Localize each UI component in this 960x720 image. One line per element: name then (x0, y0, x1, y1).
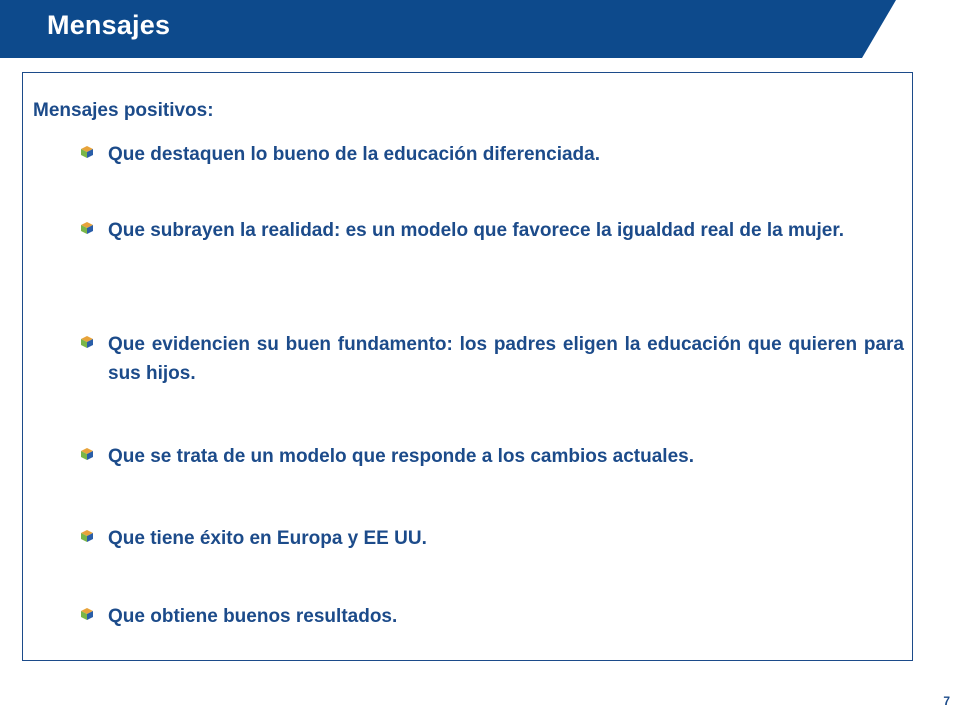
cube-bullet-icon (80, 221, 94, 235)
bullet-text: Que subrayen la realidad: es un modelo que favorece la igualdad real de la mujer. (108, 220, 844, 241)
bullet-item (80, 216, 904, 245)
cube-bullet-icon (80, 447, 94, 461)
section-heading: Mensajes positivos: (33, 100, 214, 121)
bullet-text: Que evidencien su buen fundamento: los padres eligen la educación que quieren para sus hijos. (108, 334, 904, 384)
bullet-text: Que se trata de un modelo que responde a los cambios actuales. (108, 446, 695, 467)
bullet-item (80, 524, 904, 553)
cube-bullet-icon (80, 529, 94, 543)
cube-bullet-icon (80, 335, 94, 349)
bullet-item (80, 330, 904, 388)
page-number: 7 (943, 694, 950, 708)
bullet-text: Que tiene éxito en Europa y EE UU. (108, 528, 427, 549)
bullet-text: Que obtiene buenos resultados. (108, 606, 398, 627)
bullet-item (80, 602, 904, 631)
bullet-item (80, 140, 904, 169)
bullet-item (80, 442, 904, 471)
cube-bullet-icon (80, 145, 94, 159)
bullet-text: Que destaquen lo bueno de la educación diferenciada. (108, 144, 600, 165)
cube-bullet-icon (80, 607, 94, 621)
slide-title: Mensajes (47, 10, 171, 40)
